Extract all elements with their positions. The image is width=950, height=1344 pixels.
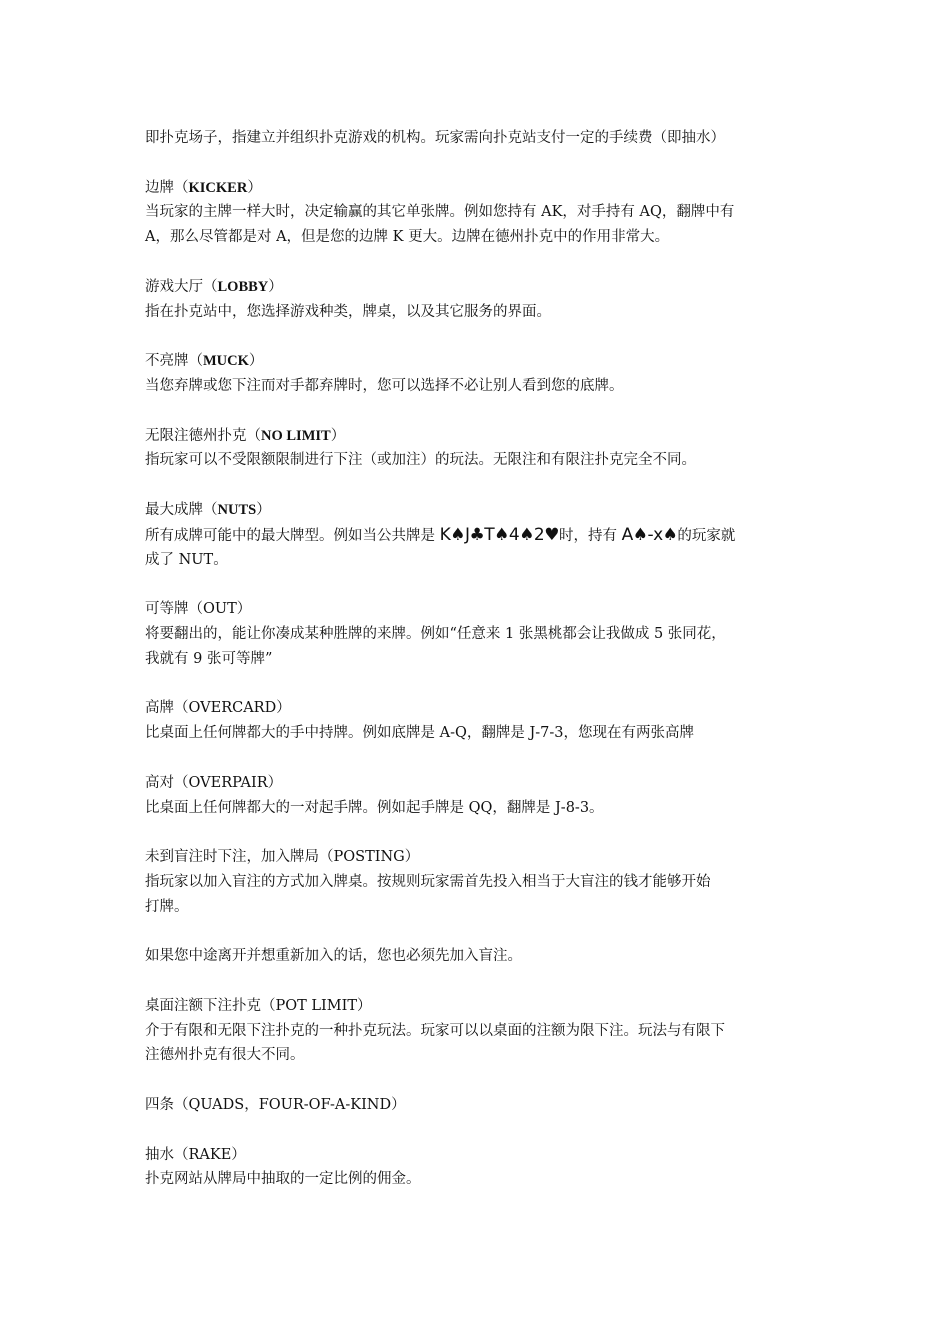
term-heading-lobby (145, 275, 815, 300)
definition-line: 指玩家以加入盲注的方式加入牌桌。按规则玩家需首先投入相当于大盲注的钱才能够开始 (145, 873, 711, 890)
document-body (145, 126, 815, 1192)
definition-line: 将要翻出的，能让你凑成某种胜牌的来牌。例如“任意来 1 张黑桃都会让我做成 5 张同花， (145, 625, 726, 642)
definition-line: 扑克网站从牌局中抽取的一定比例的佣金。 (145, 1171, 421, 1188)
term-heading-muck (145, 349, 815, 374)
term-title-en: LOBBY (217, 278, 269, 295)
definition-line: 当您弃牌或您下注而对手都弃牌时，您可以选择不必让别人看到您的底牌。 (145, 377, 624, 394)
term-heading-posting: 未到盲注时下注，加入牌局（POSTING） (145, 849, 420, 866)
term-title-zh: 不亮牌（ (145, 353, 203, 370)
term-heading-nuts (145, 498, 815, 523)
term-title-close: ） (268, 278, 283, 295)
definition-line: 比桌面上任何牌都大的一对起手牌。例如起手牌是 QQ，翻牌是 J-8-3。 (145, 799, 604, 816)
definition-line: 当玩家的主牌一样大时，决定输赢的其它单张牌。例如您持有 AK，对手持有 AQ，翻牌中有 (145, 204, 735, 221)
term-title-close: ） (247, 179, 262, 196)
definition-line: 我就有 9 张可等牌” (145, 650, 273, 667)
term-title-zh: 最大成牌（ (145, 501, 218, 518)
definition-line: 注德州扑克有很大不同。 (145, 1047, 305, 1064)
definition-line: 指玩家可以不受限额限制进行下注（或加注）的玩法。无限注和有限注扑克完全不同。 (145, 452, 696, 469)
nuts-text-mid: 时，持有 (559, 527, 622, 544)
term-title-close: ） (256, 501, 271, 518)
term-heading-kicker (145, 176, 815, 201)
term-title-zh: 游戏大厅（ (145, 278, 218, 295)
term-title-close: ） (330, 427, 346, 444)
definition-line: 如果您中途离开并想重新加入的话，您也必须先加入盲注。 (145, 948, 522, 965)
term-title-en: NO LIMIT (261, 427, 331, 444)
term-title-en: KICKER (188, 179, 248, 196)
definition-line: 指在扑克站中，您选择游戏种类，牌桌，以及其它服务的界面。 (145, 303, 551, 320)
term-title-close: ） (248, 353, 264, 370)
term-title-zh: 无限注德州扑克（ (145, 427, 261, 444)
term-heading-overcard: 高牌（OVERCARD） (145, 700, 291, 717)
definition-line: 比桌面上任何牌都大的手中持牌。例如底牌是 A-Q，翻牌是 J-7-3，您现在有两张高牌 (145, 725, 695, 742)
nuts-text-post: 的玩家就 (677, 527, 736, 544)
term-heading-quads: 四条（QUADS，FOUR-OF-A-KIND） (145, 1097, 406, 1114)
definition-line (145, 523, 815, 548)
term-heading-rake: 抽水（RAKE） (145, 1146, 246, 1163)
nuts-text-pre: 所有成牌可能中的最大牌型。例如当公共牌是 (145, 527, 440, 544)
definition-line: 打牌。 (145, 898, 189, 915)
definition-line: 成了 NUT。 (145, 551, 228, 568)
term-heading-overpair: 高对（OVERPAIR） (145, 774, 283, 791)
definition-line: 介于有限和无限下注扑克的一种扑克玩法。玩家可以以桌面的注额为限下注。玩法与有限下 (145, 1022, 725, 1039)
hand-cards: A♠-x♠ (621, 524, 678, 545)
intro-text: 即扑克场子，指建立并组织扑克游戏的机构。玩家需向扑克站支付一定的手续费（即抽水） (145, 130, 725, 146)
term-title-en: MUCK (203, 353, 249, 370)
term-title-en: NUTS (217, 501, 257, 518)
term-heading-no-limit (145, 424, 815, 449)
term-heading-out: 可等牌（OUT） (145, 601, 252, 618)
term-title-zh: 边牌（ (145, 179, 189, 196)
board-cards: K♠J♣T♠4♠2♥ (439, 524, 559, 545)
definition-line: A，那么尽管都是对 A，但是您的边牌 K 更大。边牌在德州扑克中的作用非常大。 (145, 229, 670, 246)
term-heading-pot-limit: 桌面注额下注扑克（POT LIMIT） (145, 997, 372, 1014)
